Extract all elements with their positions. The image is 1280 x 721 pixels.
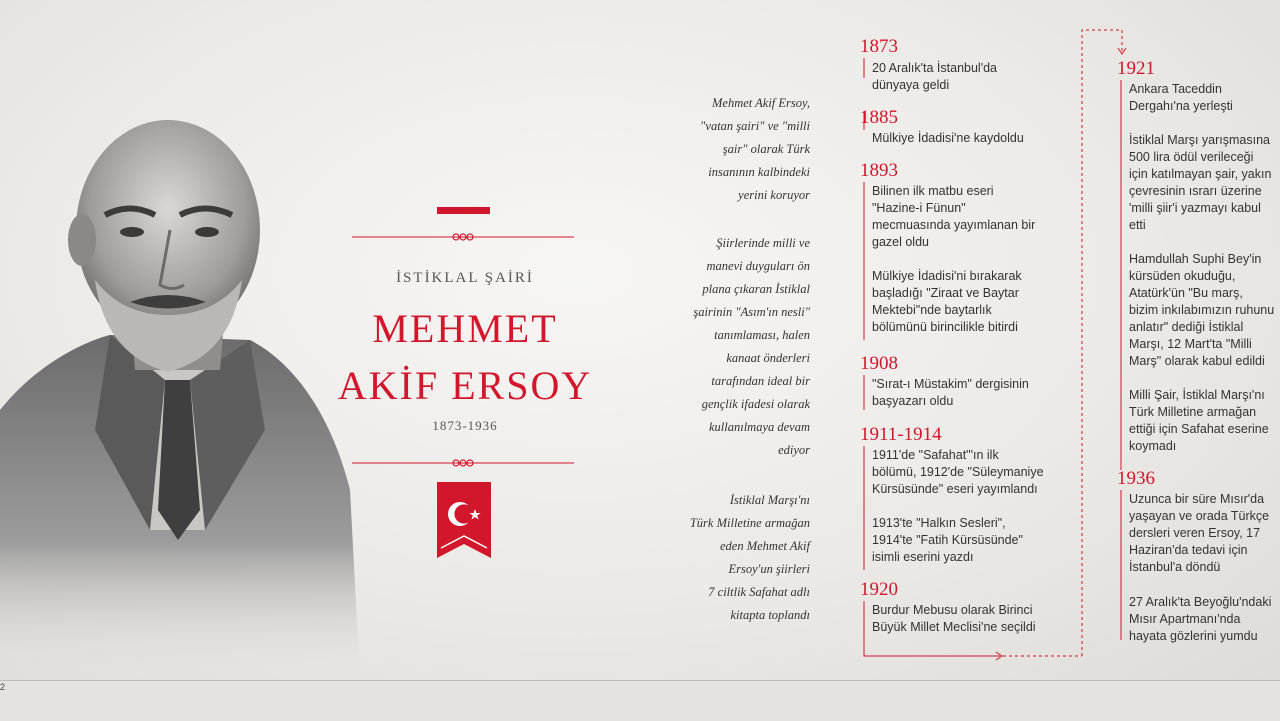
title-name-line2: AKİF ERSOY: [337, 363, 593, 408]
timeline-entry: Uzunca bir süre Mısır'da yaşayan ve orada Türkçe dersleri veren Ersoy, 17 Haziran'da tedavi için İstanbul'a döndü: [1129, 492, 1270, 574]
turkish-flag-icon: [437, 482, 491, 558]
paragraph-3: İstiklal Marşı'nı Türk Milletine armağan eden Mehmet Akif Ersoy'un şiirleri 7 ciltlik Safahat adlı kitapta toplandı: [689, 493, 810, 622]
ornament-divider-top: [352, 227, 574, 247]
timeline-entry: Mülkiye İdadisi'ni bırakarak başladığı "Ziraat ve Baytar Mektebi"nde baytarlık bölümünü birincilikle bitirdi: [872, 269, 1022, 334]
timeline-entry: 1911'de "Safahat"'ın ilk bölümü, 1912'de "Süleymaniye Kürsüsünde" eseri yayımlandı: [872, 448, 1044, 496]
timeline-year-1920: 1920: [860, 579, 898, 600]
timeline-entry: 27 Aralık'ta Beyoğlu'ndaki Mısır Apartmanı'nda hayata gözlerini yumdu: [1129, 595, 1272, 643]
title-kicker: İSTİKLAL ŞAİRİ: [396, 270, 534, 286]
timeline-year-1885: 1885: [860, 107, 898, 128]
paragraph-2: Şiirlerinde milli ve manevi duyguları ön plana çıkaran İstiklal şairinin "Asım'ın nesli" tanımlaması, halen kanaat önderleri tarafından ideal bir gençlik ifadesi olarak kullanılmaya devam ediyor: [693, 236, 810, 457]
title-years: 1873-1936: [432, 418, 498, 433]
timeline-entry: Mülkiye İdadisi'ne kaydoldu: [872, 131, 1024, 145]
timeline-entry: Ankara Taceddin Dergahı'na yerleşti: [1129, 82, 1233, 113]
timeline-year-1911-1914: 1911-1914: [860, 424, 942, 445]
timeline-entry: Hamdullah Suphi Bey'in kürsüden okuduğu, Atatürk'ün "Bu marş, bizim inkılabımızın ruhunu anlatır" dediği İstiklal Marşı, 12 Mart'ta "Milli Marş" olarak kabul edildi: [1129, 252, 1275, 368]
timeline-year-1873: 1873: [860, 36, 898, 57]
footer-bar: [0, 680, 1280, 721]
title-name-line1: MEHMET: [372, 306, 558, 351]
timeline-entry: 1913'te "Halkın Sesleri", 1914'te "Fatih Kürsüsünde" isimli eserini yazdı: [872, 516, 1023, 564]
paragraph-1: Mehmet Akif Ersoy, "vatan şairi" ve "milli şair" olarak Türk insanının kalbindeki yerini koruyor: [700, 96, 810, 202]
timeline-year-1921: 1921: [1117, 58, 1155, 79]
timeline-year-1908: 1908: [860, 353, 898, 374]
ornament-divider-bottom: [352, 453, 574, 473]
timeline-entry: İstiklal Marşı yarışmasına 500 lira ödül verileceği için katılmayan şair, yakın çevresinin ısrarı üzerine 'milli şiir'i yazmayı kabul etti: [1129, 133, 1272, 232]
timeline-year-1893: 1893: [860, 160, 898, 181]
timeline-year-1936: 1936: [1117, 468, 1155, 489]
timeline-entry: "Sırat-ı Müstakim" dergisinin başyazarı oldu: [872, 377, 1029, 408]
decorative-red-bar: [437, 207, 490, 214]
timeline-entry: Bilinen ilk matbu eseri "Hazine-i Fünun" mecmuasında yayımlanan bir gazel oldu: [872, 184, 1036, 249]
timeline-entry: 20 Aralık'ta İstanbul'da dünyaya geldi: [872, 61, 997, 92]
timeline-entry: Milli Şair, İstiklal Marşı'nı Türk Milletine armağan ettiği için Safahat eserine koymadı: [1129, 388, 1269, 453]
timeline-entry: Burdur Mebusu olarak Birinci Büyük Millet Meclisi'ne seçildi: [872, 603, 1036, 634]
page-number: 2: [0, 682, 6, 692]
